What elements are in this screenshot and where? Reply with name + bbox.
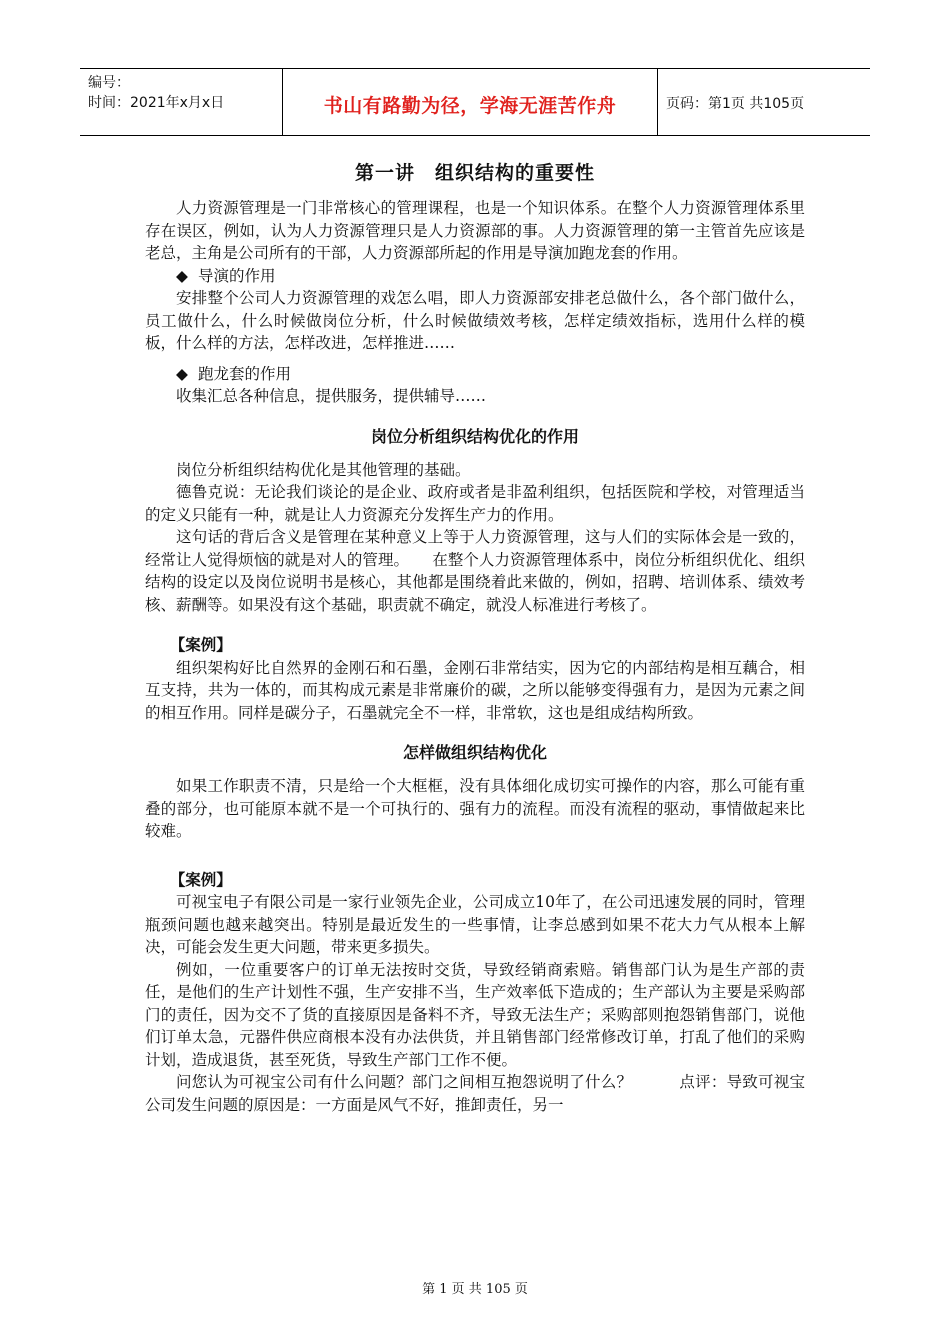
case-label: 【案例】: [169, 636, 232, 654]
section1-paragraph-3: 这句话的背后含义是管理在某种意义上等于人力资源管理，这与人们的实际体会是一致的，经常让人觉得烦恼的就是对人的管理。 在整个人力资源管理体系中，岗位分析组织优化、组织结构的设定以及岗位说明书是核心，其他都是围绕着此来做的，例如，招聘、培训体系、绩效考核、薪酬等。如果没有这个基础，职责就不确定，就没人标准进行考核了。: [145, 528, 805, 614]
diamond-bullet-icon: ◆: [176, 266, 188, 285]
header-meta-cell: [80, 69, 283, 135]
section1-paragraph-1: 岗位分析组织结构优化是其他管理的基础。: [176, 460, 471, 479]
support-role-paragraph: 收集汇总各种信息，提供服务，提供辅导……: [176, 387, 487, 405]
section-title-optimization: 怎样做组织结构优化: [402, 743, 547, 762]
case-paragraph-1: 可视宝电子有限公司是一家行业领先企业，公司成立10年了，在公司迅速发展的同时，管理瓶颈问题也越来越突出。特别是最近发生的一些事情，让李总感到如果不花大力气从根本上解决，可能会发生更大问题，带来更多损失。: [145, 893, 805, 956]
case-paragraph-3: 问您认为可视宝公司有什么问题？部门之间相互抱怨说明了什么？ 点评：导致可视宝公司发生问题的原因是：一方面是风气不好，推卸责任，另一: [145, 1073, 805, 1114]
page-header: [80, 68, 870, 136]
bullet-label: 跑龙套的作用: [198, 364, 292, 383]
header-page-cell: [658, 69, 870, 135]
header-motto: 书山有路勤为径，学海无涯苦作舟: [323, 95, 617, 117]
diamond-bullet-icon: ◆: [176, 364, 188, 383]
section1-paragraph-2: 德鲁克说：无论我们谈论的是企业、政府或者是非盈利组织，包括医院和学校，对管理适当的定义只能有一种，就是让人力资源充分发挥生产力的作用。: [145, 483, 805, 524]
page-footer: 第 1 页 共 105 页: [422, 1282, 528, 1297]
document-number-label: 编号：: [88, 75, 130, 91]
case-paragraph-diamond: 组织架构好比自然界的金刚石和石墨，金刚石非常结实，因为它的内部结构是相互藕合，相互支持，共为一体的，而其构成元素是非常廉价的碳，之所以能够变得强有力，是因为元素之间的相互作用。同样是碳分子，石墨就完全不一样，非常软，这也是组成结构所致。: [145, 658, 805, 722]
bullet-director-role: [145, 265, 805, 288]
director-role-paragraph: 安排整个公司人力资源管理的戏怎么唱，即人力资源部安排老总做什么，各个部门做什么，员工做什么，什么时候做岗位分析，什么时候做绩效考核，怎样定绩效指标，选用什么样的模板，什么样的方法，怎样改进，怎样推进……: [145, 289, 805, 352]
header-page-number: 页码：第1页 共105页: [666, 96, 805, 112]
case-paragraph-2: 例如，一位重要客户的订单无法按时交货，导致经销商索赔。销售部门认为是生产部的责任，是他们的生产计划性不强，生产安排不当，生产效率低下造成的；生产部认为主要是采购部门的责任，因为交不了货的直接原因是备料不齐，导致无法生产；采购部则抱怨销售部门，说他们订单太急，元器件供应商根本没有办法供货，并且销售部门经常修改订单，打乱了他们的采购计划，造成退货，甚至死货，导致生产部门工作不便。: [145, 960, 805, 1069]
header-motto-cell: [283, 69, 658, 135]
bullet-label: 导演的作用: [198, 266, 276, 285]
bullet-support-role: [145, 363, 805, 386]
section-title-job-analysis: 岗位分析组织结构优化的作用: [370, 426, 579, 446]
case-label: 【案例】: [169, 870, 232, 889]
document-body: [145, 150, 805, 1116]
document-time-label: 时间：2021年x月x日: [88, 95, 225, 111]
section2-paragraph-1: 如果工作职责不清，只是给一个大框框，没有具体细化成切实可操作的内容，那么可能有重叠的部分，也可能原本就不是一个可执行的、强有力的流程。而没有流程的驱动，事情做起来比较难。: [145, 777, 805, 840]
lecture-title: 第一讲 组织结构的重要性: [354, 162, 595, 184]
intro-paragraph: 人力资源管理是一门非常核心的管理课程，也是一个知识体系。在整个人力资源管理体系里存在误区，例如，认为人力资源管理只是人力资源部的事。人力资源管理的第一主管首先应该是老总，主角是公司所有的干部，人力资源部所起的作用是导演加跑龙套的作用。: [145, 199, 805, 262]
